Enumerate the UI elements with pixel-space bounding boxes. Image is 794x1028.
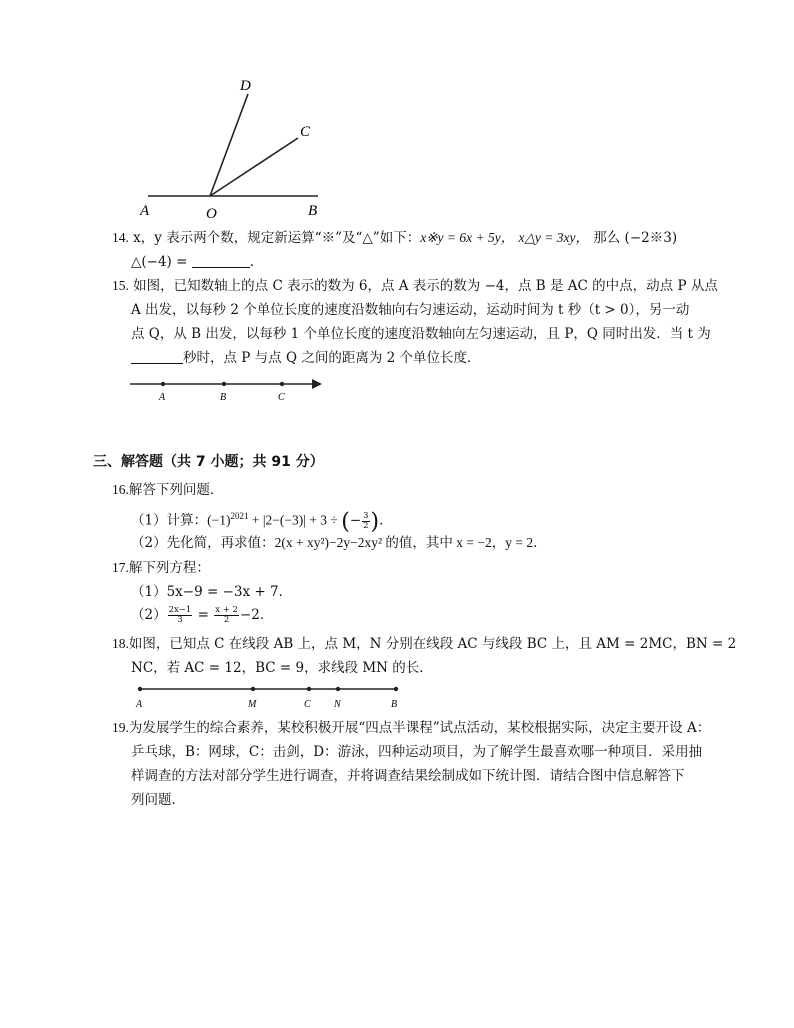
q15-line2: A 出发，以每秒 2 个单位长度的速度沿数轴向右匀速运动，运动时间为 t 秒（t > 0），另一动 [131, 302, 690, 318]
q19-line1 [112, 718, 710, 738]
q16-p1-rest: + |2−(−3)| + 3 ÷ [248, 512, 342, 528]
q18-line1 [112, 634, 736, 654]
q15-line3: 点 Q，从 B 出发，以每秒 1 个单位长度的速度沿数轴向左匀速运动，且 P，Q 同时出发．当 t 为 [131, 326, 711, 342]
q16-p1-end: ． [379, 512, 393, 529]
q19-text-1: 为发展学生的综合素养，某校积极开展“四点半课程”试点活动，某校根据实际，决定主要开设 A： [128, 720, 711, 736]
axis-label-C: C [278, 392, 285, 403]
q16-frac-den: 2 [363, 520, 369, 531]
label-C: C [300, 124, 311, 140]
q17-part1: （1）5x−9 = −3x + 7． [131, 584, 293, 600]
seg-label-A: A [136, 699, 143, 710]
q19-line2: 乒乓球，B：网球，C：击剑，D：游泳，四种运动项目，为了解学生最喜欢哪一种项目．采用抽 [131, 744, 703, 760]
arrow-right-icon [312, 379, 322, 389]
q17-rden: 2 [223, 615, 230, 625]
q17-eq: = [193, 607, 214, 623]
seg-point-N [336, 687, 340, 691]
q17-lnum: 2x−1 [168, 605, 192, 615]
q19-number: 19. [112, 720, 129, 735]
q16-p1-expr: (−1) [207, 512, 231, 528]
q16-frac-num: 3 [363, 510, 369, 521]
q17-stem: 解下列方程： [128, 560, 210, 576]
seg-label-B: B [391, 699, 398, 710]
q18-line2: NC，若 AC = 12，BC = 9，求线段 MN 的长． [131, 660, 433, 676]
seg-label-C: C [304, 699, 311, 710]
q14-op1: x※y = 6x + 5y， [420, 230, 515, 245]
axis-label-B: B [220, 392, 227, 403]
q16-number: 16. [112, 482, 129, 497]
q19-line4: 列问题． [131, 792, 185, 808]
q14-op2: x△y = 3xy， [518, 230, 589, 245]
q16-p1-label: （1）计算： [131, 512, 208, 529]
point-C [280, 382, 284, 386]
q14-answer-blank[interactable] [192, 253, 250, 268]
q17-lden: 3 [177, 615, 183, 625]
q14-line2-post: . [249, 254, 255, 270]
q14-line1 [112, 228, 677, 248]
seg-label-N: N [334, 699, 341, 710]
q15-text-1: 如图，已知数轴上的点 C 表示的数为 6，点 A 表示的数为 −4，点 B 是 AC 的中点，动点 P 从点 [133, 278, 718, 294]
q15-text-4: 秒时，点 P 与点 Q 之间的距离为 2 个单位长度． [183, 350, 481, 366]
q17-p2-label: （2） [131, 607, 167, 623]
q16-line1 [112, 480, 223, 500]
q14-number: 14. [112, 230, 129, 245]
q16-p1-exponent: 2021 [230, 511, 249, 521]
section-3-title: 三、解答题（共 7 小题；共 91 分） [93, 454, 324, 470]
q17-number: 17. [112, 560, 129, 575]
point-A [161, 382, 165, 386]
minus-sign: − [349, 512, 362, 529]
label-B: B [308, 203, 318, 219]
q16-part1: （1）计算：$(-1)^{2021} + |2-(-3)| + 3$ ÷ (− $\frac{3}{2}$ )． [131, 509, 393, 535]
q16-p2-expr: 2(x + xy²)−2y−2xy² 的值，其中 x = −2，y = 2． [274, 535, 547, 550]
q15-line4 [131, 348, 481, 368]
seg-label-M: M [248, 699, 257, 710]
q18-segment-figure [132, 682, 412, 712]
ray-OC [210, 138, 298, 196]
axis-label-A: A [159, 392, 166, 403]
q14-text-post: 那么 (−2※3) [593, 230, 678, 246]
q19-line3: 样调查的方法对部分学生进行调查，并将调查结果绘制成如下统计图．请结合图中信息解答下 [131, 768, 685, 784]
q15-answer-blank[interactable] [131, 349, 183, 364]
q16-stem: 解答下列问题． [128, 482, 224, 498]
ray-OD [210, 94, 248, 196]
point-B [222, 382, 226, 386]
q15-number: 15. [112, 278, 129, 293]
q14-text-pre: x，y 表示两个数，规定新运算“※”及“△”如下： [133, 230, 421, 246]
seg-point-C [307, 687, 311, 691]
q15-number-line [128, 374, 328, 408]
label-A: A [140, 203, 150, 219]
angle-figure [130, 70, 330, 220]
q18-number: 18. [112, 636, 129, 651]
q17-line1 [112, 558, 210, 578]
q16-p2-label: （2）先化简，再求值： [131, 535, 275, 551]
label-O: O [206, 206, 217, 220]
q17-rnum: x + 2 [215, 605, 238, 615]
q18-text-1: 如图，已知点 C 在线段 AB 上，点 M，N 分别在线段 AC 与线段 BC 上，且 AM = 2MC，BN = 2 [128, 636, 737, 652]
q14-line2 [131, 252, 254, 272]
q17-left-fraction [168, 606, 193, 625]
seg-point-A [138, 687, 142, 691]
q17-p2-end: −2． [239, 607, 274, 623]
q15-line1 [112, 276, 718, 296]
q16-fraction [362, 512, 369, 531]
q17-part2 [131, 605, 273, 625]
q17-right-fraction [214, 606, 239, 625]
seg-point-B [394, 687, 398, 691]
q14-line2-pre: △(−4) = [131, 254, 192, 270]
q16-part2 [131, 533, 547, 553]
label-D: D [240, 78, 251, 94]
seg-point-M [251, 687, 255, 691]
